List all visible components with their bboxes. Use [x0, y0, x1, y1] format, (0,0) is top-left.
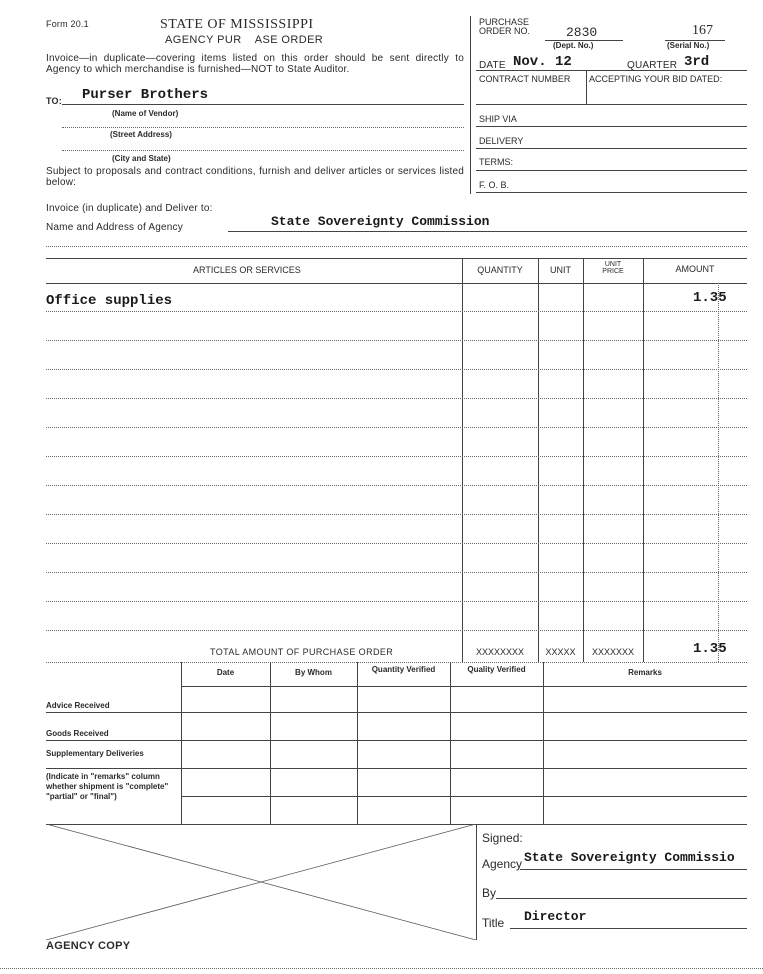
quality-verified-header: Quality Verified	[467, 665, 526, 674]
goods-received-label: Goods Received	[46, 729, 109, 738]
vendor-name: Purser Brothers	[82, 87, 209, 103]
remarks-header: Remarks	[628, 668, 662, 677]
accepting-bid-label: ACCEPTING YOUR BID DATED:	[589, 74, 723, 84]
unit-price-header: UNIT PRICE	[602, 261, 624, 275]
sig-by-label: By	[482, 886, 497, 900]
advice-received-label: Advice Received	[46, 701, 110, 710]
quantity-header: QUANTITY	[477, 265, 523, 275]
unit-header: UNIT	[550, 265, 571, 275]
table-row-article: Office supplies	[46, 293, 173, 309]
contract-number-label: CONTRACT NUMBER	[479, 74, 571, 84]
total-amount: 1.35	[693, 641, 727, 657]
date-header: Date	[216, 668, 235, 677]
sig-agency-value: State Sovereignty Commissio	[524, 850, 735, 865]
articles-header: ARTICLES OR SERVICES	[193, 265, 301, 275]
ship-via-label: SHIP VIA	[479, 114, 517, 124]
to-label: TO:	[46, 96, 62, 106]
sig-title-value: Director	[524, 909, 587, 924]
delivery-label: DELIVERY	[479, 136, 524, 146]
date-value: Nov. 12	[513, 54, 572, 70]
invoice-instructions: Invoice—in duplicate—covering items listed on this order should be sent directly to Agency to which merchandise is furnished—NOT to State Auditor.	[46, 53, 464, 75]
amount-header: AMOUNT	[675, 264, 715, 274]
dept-no-value: 2830	[566, 25, 598, 40]
quantity-verified-header: Quantity Verified	[371, 665, 436, 674]
serial-no-value: 167	[692, 23, 713, 38]
serial-no-label: (Serial No.)	[667, 41, 710, 50]
terms-label: TERMS:	[479, 157, 514, 167]
invoice-deliver-label: Invoice (in duplicate) and Deliver to:	[46, 203, 213, 214]
agency-copy-label: AGENCY COPY	[46, 940, 131, 952]
subject-text: Subject to proposals and contract conditions, furnish and deliver articles or services listed below:	[46, 166, 464, 188]
crossed-out-box	[46, 824, 476, 940]
supplementary-label: Supplementary Deliveries	[46, 749, 144, 758]
city-state-label: (City and State)	[112, 154, 171, 163]
total-unit: XXXXX	[545, 647, 576, 657]
order-title: AGENCY PUR ASE ORDER	[165, 34, 324, 46]
sig-agency-label: Agency	[482, 857, 523, 871]
agency-name-value: State Sovereignty Commission	[271, 214, 490, 229]
signed-label: Signed:	[482, 831, 523, 845]
street-address-label: (Street Address)	[110, 130, 172, 139]
form-number: Form 20.1	[46, 19, 89, 29]
state-title: STATE OF MISSISSIPPI	[160, 17, 314, 32]
total-label: TOTAL AMOUNT OF PURCHASE ORDER	[210, 647, 394, 657]
date-label: DATE	[479, 60, 506, 71]
by-whom-header: By Whom	[295, 668, 332, 677]
table-row-amount: 1.35	[693, 290, 727, 306]
po-label: PURCHASE ORDER NO.	[479, 17, 531, 36]
sig-title-label: Title	[482, 916, 505, 930]
name-of-vendor-label: (Name of Vendor)	[112, 109, 179, 118]
indicate-note: (Indicate in "remarks" column whether shipment is "complete" "partial" or "final")	[46, 772, 169, 801]
total-quantity: XXXXXXXX	[475, 647, 525, 657]
dept-no-label: (Dept. No.)	[553, 41, 594, 50]
quarter-value: 3rd	[684, 54, 710, 70]
quarter-label: QUARTER	[627, 60, 678, 71]
total-unit-price: XXXXXXX	[591, 647, 635, 657]
agency-name-label: Name and Address of Agency	[46, 222, 183, 233]
fob-label: F. O. B.	[479, 180, 510, 190]
